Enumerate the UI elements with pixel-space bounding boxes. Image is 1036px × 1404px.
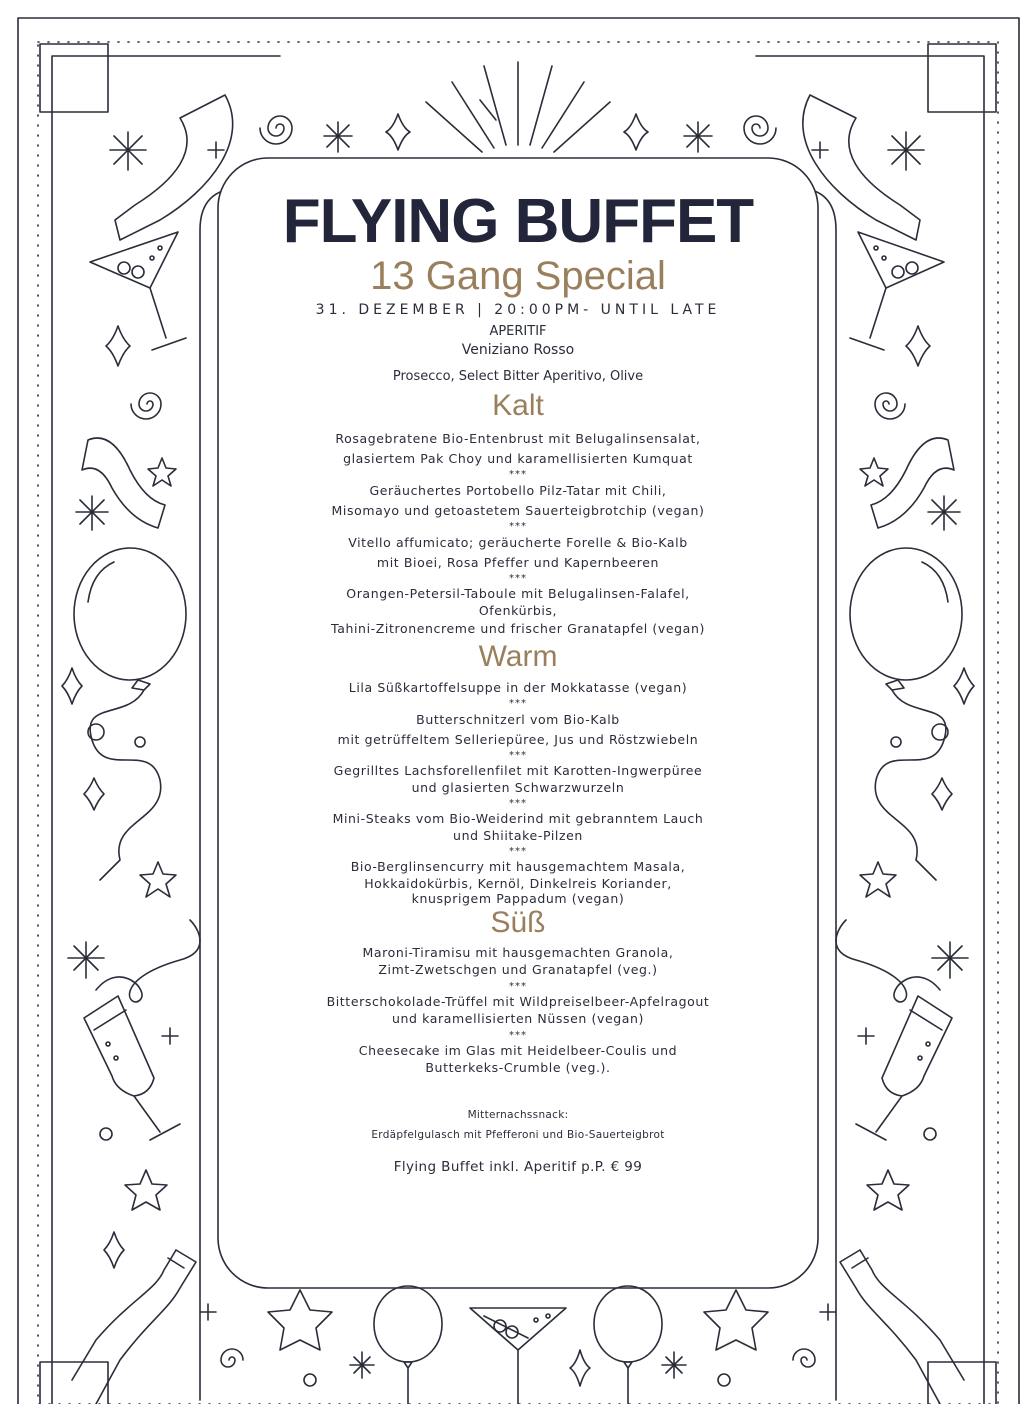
dish-line: und karamellisierten Nüssen (vegan) [391, 1011, 645, 1026]
section-heading-warm: Warm [478, 640, 558, 673]
dish-list-warm [240, 678, 796, 906]
dish-line: glasiertem Pak Choy und karamellisierten Kumquat [343, 451, 693, 466]
curly-ribbon-icon [836, 920, 940, 1002]
sunburst-icon [426, 62, 610, 152]
aperitif-drink: Veniziano Rosso [461, 342, 575, 358]
balloon-bottom-left-icon [374, 1286, 442, 1404]
dish-line: und Shiitake-Pilzen [453, 828, 583, 843]
dish-line: Geräuchertes Portobello Pilz-Tatar mit Chili, [369, 483, 667, 498]
confetti-dot-icon [304, 1374, 316, 1386]
dish-line: mit Bioei, Rosa Pfeffer und Kapernbeeren [376, 555, 660, 570]
balloon-right-icon [850, 548, 962, 880]
dish-line: Ofenkürbis, [478, 603, 558, 618]
dish-line: Rosagebratene Bio-Entenbrust mit Belugalinsensalat, [335, 431, 701, 446]
dish-separator: *** [509, 981, 527, 992]
aperitif-description: Prosecco, Select Bitter Aperitivo, Olive [392, 369, 644, 383]
spiral-icon [221, 1349, 243, 1367]
curly-ribbon-icon [96, 920, 200, 1002]
bottle-left-icon [72, 1250, 196, 1404]
confetti-dot-icon [924, 1128, 936, 1140]
balloon-left-icon [74, 548, 186, 880]
dish-line: Misomayo und getoastetem Sauerteigbrotchip (vegan) [331, 503, 705, 518]
balloon-bottom-right-icon [594, 1286, 662, 1404]
dish-line: mit getrüffeltem Selleriepüree, Jus und Röstzwiebeln [337, 732, 699, 747]
confetti-dot-icon [891, 737, 901, 747]
dish-item [240, 710, 796, 750]
champagne-glass-right-icon [856, 996, 952, 1140]
dish-separator: *** [509, 798, 527, 809]
midnight-snack [240, 1105, 796, 1145]
dish-item [240, 429, 796, 469]
dish-list-kalt [240, 429, 796, 640]
aperitif-heading: APERITIF [489, 324, 547, 339]
dish-item [240, 858, 796, 906]
dish-item [240, 762, 796, 795]
spiral-icon [260, 116, 292, 144]
dish-separator: *** [509, 469, 527, 480]
martini-glass-bottom-icon [470, 1308, 566, 1404]
dish-line: Lila Süßkartoffelsuppe in der Mokkatasse (vegan) [348, 680, 688, 695]
event-date: 31. DEZEMBER | 20:00PM- UNTIL LATE [315, 302, 721, 318]
dish-list-suess [240, 944, 796, 1075]
ribbon-right [803, 95, 920, 240]
dish-line: Orangen-Petersil-Taboule mit Belugalinsen-Falafel, [346, 586, 690, 601]
midnight-snack-text: Erdäpfelgulasch mit Pfefferoni und Bio-Sauerteigbrot [371, 1129, 665, 1141]
dish-separator: *** [509, 698, 527, 709]
section-heading-kalt: Kalt [492, 389, 544, 422]
confetti-dot-icon [135, 737, 145, 747]
dish-item [240, 1042, 796, 1075]
champagne-glass-left-icon [84, 996, 180, 1140]
menu-content [240, 187, 796, 1175]
dish-item [240, 810, 796, 843]
corner-ornament-bottom-right [928, 1362, 996, 1404]
section-heading-suess: Süß [490, 906, 546, 939]
confetti-dot-icon [100, 1128, 112, 1140]
dish-line: knusprigem Pappadum (vegan) [411, 891, 625, 906]
dish-item [240, 533, 796, 573]
dish-line: und glasierten Schwarzwurzeln [411, 780, 625, 795]
dish-separator: *** [509, 750, 527, 761]
martini-glass-left-icon [90, 232, 186, 350]
dish-line: Butterkeks-Crumble (veg.). [425, 1060, 611, 1075]
dish-line: Hokkaidokürbis, Kernöl, Dinkelreis Koriander, [364, 876, 672, 891]
dish-line: Bitterschokolade-Trüffel mit Wildpreiselbeer-Apfelragout [326, 994, 710, 1009]
ribbon-left [115, 95, 233, 240]
confetti-dot-icon [718, 1374, 730, 1386]
dish-separator: *** [509, 1030, 527, 1041]
dish-item [240, 585, 796, 640]
dish-line: Cheesecake im Glas mit Heidelbeer-Coulis und [358, 1043, 678, 1058]
bottle-right-icon [840, 1250, 964, 1404]
dish-item [240, 678, 796, 698]
dish-line: Butterschnitzerl vom Bio-Kalb [416, 712, 620, 727]
dish-separator: *** [509, 846, 527, 857]
spiral-icon [793, 1349, 815, 1367]
corner-ornament-bottom-left [40, 1362, 108, 1404]
dish-separator: *** [509, 521, 527, 532]
dish-line: Bio-Berglinsencurry mit hausgemachtem Masala, [350, 859, 686, 874]
page-subtitle: 13 Gang Special [370, 254, 666, 298]
dish-line: Gegrilltes Lachsforellenfilet mit Karotten-Ingwerpüree [333, 763, 703, 778]
dish-line: Vitello affumicato; geräucherte Forelle & Bio-Kalb [348, 535, 688, 550]
price-line: Flying Buffet inkl. Aperitif p.P. € 99 [393, 1159, 643, 1175]
page-title: FLYING BUFFET [282, 187, 754, 256]
dish-line: Zimt-Zwetschgen und Granatapfel (veg.) [378, 962, 658, 977]
spiral-icon [131, 393, 161, 419]
dish-item [240, 944, 796, 977]
dish-separator: *** [509, 573, 527, 584]
dish-item [240, 993, 796, 1026]
spiral-icon [875, 393, 905, 419]
sparkle-icon [570, 1350, 590, 1386]
midnight-snack-label: Mitternachssnack: [467, 1109, 569, 1121]
martini-glass-right-icon [850, 232, 944, 350]
dish-line: Mini-Steaks vom Bio-Weiderind mit gebranntem Lauch [332, 811, 704, 826]
dish-line: Maroni-Tiramisu mit hausgemachten Granola, [362, 945, 674, 960]
dish-item [240, 481, 796, 521]
spiral-icon [744, 116, 776, 144]
dish-line: Tahini-Zitronencreme und frischer Granatapfel (vegan) [331, 621, 705, 636]
